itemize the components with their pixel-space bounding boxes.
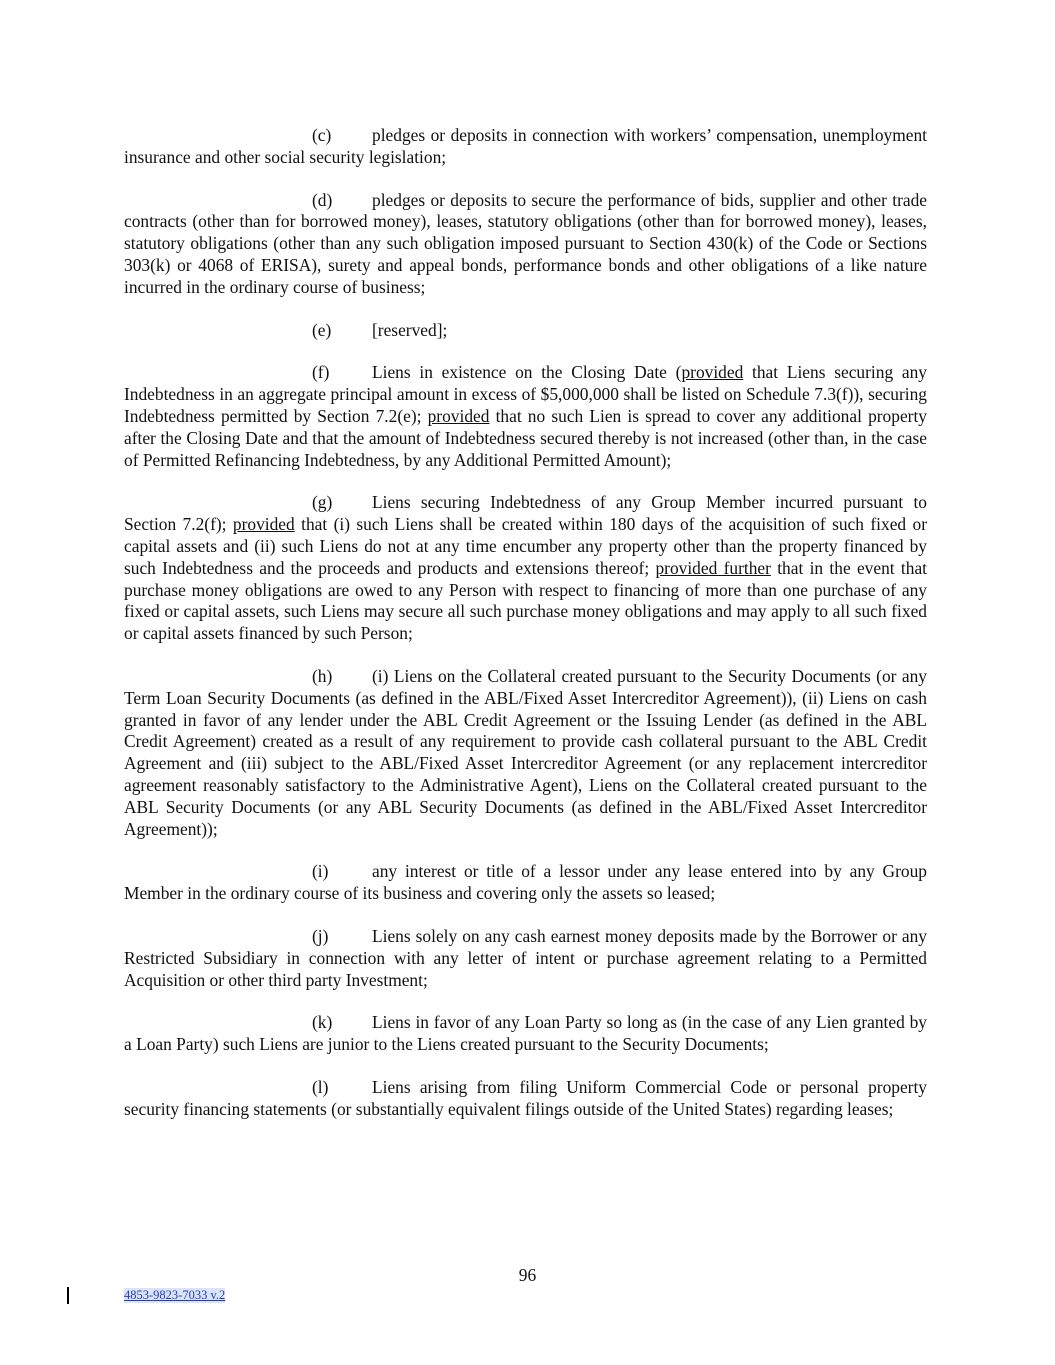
clause-text: Liens in favor of any Loan Party so long as (in the case of any Lien granted by a Loan Party) such Liens are junior to the Liens created pursuant to the Security Documents; (124, 1012, 927, 1055)
clause-label: (e) (312, 319, 332, 340)
document-body (124, 125, 927, 1141)
clause-c (124, 125, 927, 169)
clause-h (124, 666, 927, 840)
clause-label: (k) (312, 1012, 333, 1033)
clause-label: (g) (312, 492, 333, 513)
clause-e (124, 320, 927, 342)
clause-f (124, 362, 927, 471)
provided-further-emphasis: provided further (655, 557, 771, 578)
clause-i (124, 861, 927, 905)
clause-k (124, 1012, 927, 1056)
provided-emphasis: provided (427, 405, 490, 426)
clause-d (124, 190, 927, 299)
clause-label: (j) (312, 925, 329, 946)
clause-text: Liens arising from filing Uniform Commercial Code or personal property security financing statements (or substantially equivalent filings outside of the United States) regarding leases; (124, 1076, 927, 1119)
document-id-link[interactable]: 4853-9823-7033 v.2 (124, 1288, 226, 1302)
clause-text: pledges or deposits to secure the performance of bids, supplier and other trade contracts (other than for borrowed money), leases, statutory obligations (other than for borrowed money), leases, statutory obligations (other than any such obligation imposed pursuant to Section 430(k) of the Code or Sections 303(k) or 4068 of ERISA), surety and appeal bonds, performance bonds and other obligations of a like nature incurred in the ordinary course of business; (124, 189, 927, 297)
clause-label: (c) (312, 125, 332, 145)
clause-g (124, 492, 927, 645)
clause-j (124, 926, 927, 991)
clause-text: Liens securing Indebtedness of any Group Member incurred pursuant to Section 7.2(f); (124, 492, 927, 535)
clause-label: (f) (312, 362, 330, 383)
clause-text: that no such Lien is spread to cover any additional property after the Closing Date and that the amount of Indebtedness secured thereby is not increased (other than, in the case of Permitted Refinancing Indebtedness, by any Additional Permitted Amount); (124, 405, 927, 470)
clause-text: pledges or deposits in connection with workers’ compensation, unemployment insurance and other social security legislation; (124, 125, 927, 167)
clause-label: (l) (312, 1076, 329, 1097)
clause-text: (i) Liens on the Collateral created pursuant to the Security Documents (or any Term Loan Security Documents (as defined in the ABL/Fixed Asset Intercreditor Agreement)), (ii) Liens on cash granted in favor of any lender under the ABL Credit Agreement or the Issuing Lender (as defined in the ABL Credit Agreement) created as a result of any requirement to provide cash collateral pursuant to the ABL Credit Agreement and (iii) subject to the ABL/Fixed Asset Intercreditor Agreement (or any replacement intercreditor agreement reasonably satisfactory to the Administrative Agent), Liens on the Collateral created pursuant to the ABL Security Documents (or any ABL Security Documents (as defined in the ABL/Fixed Asset Intercreditor Agreement)); (124, 665, 927, 839)
clause-text: Liens solely on any cash earnest money deposits made by the Borrower or any Restricted Subsidiary in connection with any letter of intent or purchase agreement relating to a Permitted Acquisition or other third party Investment; (124, 925, 927, 990)
clause-label: (i) (312, 861, 329, 882)
clause-text: that (i) such Liens shall be created within 180 days of the acquisition of such fixed or capital assets and (ii) such Liens do not at any time encumber any property other than the property financed by such Indebtedness and the proceeds and products and extensions thereof; (124, 514, 927, 578)
clause-text: Liens in existence on the Closing Date ( (372, 362, 682, 383)
provided-emphasis: provided (681, 362, 744, 383)
provided-emphasis: provided (232, 514, 295, 535)
revision-change-bar (67, 1287, 69, 1304)
clause-l (124, 1077, 927, 1121)
clause-text: [reserved]; (372, 319, 448, 340)
clause-text: that in the event that purchase money obligations are owed to any Person with respect to financing of more than one purchase of any fixed or capital assets, such Liens may secure all such purchase money obligations and may apply to all such fixed or capital assets financed by such Person; (124, 557, 928, 644)
clause-label: (d) (312, 189, 333, 210)
page-number: 96 (518, 1265, 537, 1285)
clause-text: that Liens securing any Indebtedness in an aggregate principal amount in excess of $5,000,000 shall be listed on Schedule 7.3(f)), securing Indebtedness permitted by Section 7.2(e); (124, 362, 927, 426)
clause-text: any interest or title of a lessor under any lease entered into by any Group Member in the ordinary course of its business and covering only the assets so leased; (124, 861, 927, 904)
clause-label: (h) (312, 665, 333, 686)
